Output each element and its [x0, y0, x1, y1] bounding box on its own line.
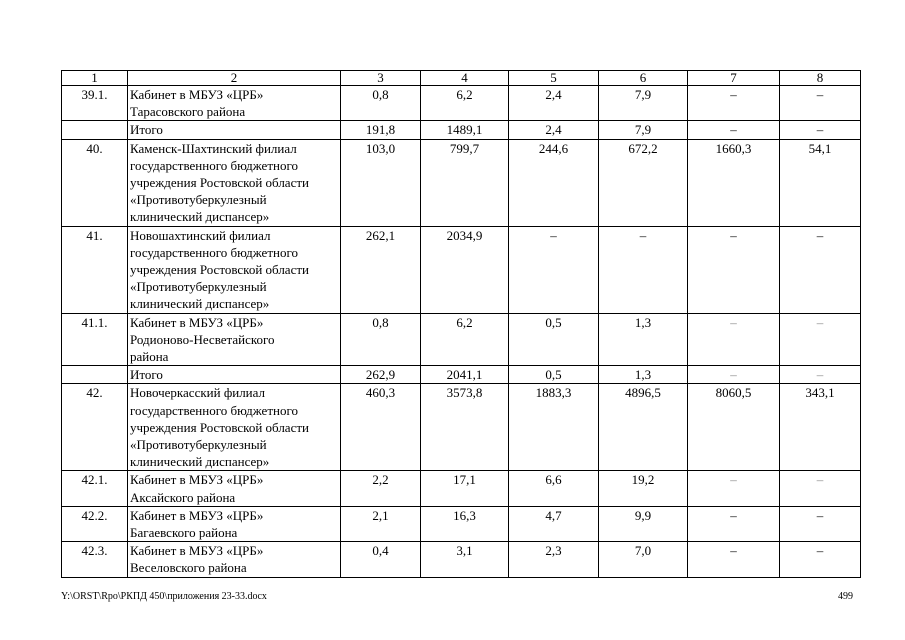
name-line: Тарасовского района — [130, 104, 246, 120]
name-line: Кабинет в МБУЗ «ЦРБ» — [130, 87, 264, 102]
value-cell: 2,4 — [509, 86, 599, 121]
value-cell: 3573,8 — [421, 384, 509, 471]
value-cell: 0,4 — [341, 542, 421, 577]
institution-name — [128, 86, 341, 121]
table-row — [62, 86, 861, 121]
value-cell: 4,7 — [509, 506, 599, 541]
institution-name — [128, 121, 341, 139]
table-row — [62, 139, 861, 226]
value-cell: 6,2 — [421, 313, 509, 366]
value-cell: – — [688, 366, 780, 384]
row-number: 42.3. — [62, 542, 128, 577]
name-line: Новошахтинский филиал — [130, 227, 271, 243]
value-cell: – — [688, 506, 780, 541]
row-number: 39.1. — [62, 86, 128, 121]
column-header: 8 — [780, 71, 861, 86]
data-table — [61, 70, 861, 578]
value-cell: 1660,3 — [688, 139, 780, 226]
row-number — [62, 121, 128, 139]
row-number: 41.1. — [62, 313, 128, 366]
row-number: 40. — [62, 139, 128, 226]
table-row — [62, 471, 861, 506]
row-number: 42.2. — [62, 506, 128, 541]
name-line: государственного бюджетного — [130, 157, 298, 173]
value-cell: 343,1 — [780, 384, 861, 471]
value-cell: 16,3 — [421, 506, 509, 541]
name-line: учреждения Ростовской области — [130, 419, 309, 435]
institution-name — [128, 384, 341, 471]
name-line: Итого — [130, 122, 163, 138]
value-cell: 103,0 — [341, 139, 421, 226]
name-line: «Противотуберкулезный — [130, 437, 267, 453]
column-header: 2 — [128, 71, 341, 86]
value-cell: 0,5 — [509, 366, 599, 384]
value-cell: 2,3 — [509, 542, 599, 577]
institution-name — [128, 139, 341, 226]
value-cell: – — [688, 313, 780, 366]
value-cell: – — [599, 226, 688, 313]
column-header: 5 — [509, 71, 599, 86]
row-number: 41. — [62, 226, 128, 313]
value-cell: – — [780, 86, 861, 121]
value-cell: 2,2 — [341, 471, 421, 506]
value-cell: 244,6 — [509, 139, 599, 226]
column-header: 4 — [421, 71, 509, 86]
value-cell: – — [688, 226, 780, 313]
value-cell: 4896,5 — [599, 384, 688, 471]
value-cell: 262,1 — [341, 226, 421, 313]
footer-page-number: 499 — [838, 591, 853, 602]
value-cell: 0,8 — [341, 86, 421, 121]
name-line: района — [130, 349, 169, 365]
name-line: «Противотуберкулезный — [130, 192, 267, 208]
value-cell: 7,0 — [599, 542, 688, 577]
name-line: учреждения Ростовской области — [130, 175, 309, 191]
value-cell: 799,7 — [421, 139, 509, 226]
value-cell: – — [688, 471, 780, 506]
value-cell: 2,4 — [509, 121, 599, 139]
name-line: Веселовского района — [130, 560, 247, 576]
value-cell: 1,3 — [599, 366, 688, 384]
value-cell: 460,3 — [341, 384, 421, 471]
name-line: Кабинет в МБУЗ «ЦРБ» — [130, 472, 264, 488]
value-cell: 9,9 — [599, 506, 688, 541]
value-cell: – — [780, 506, 861, 541]
institution-name — [128, 226, 341, 313]
name-line: Кабинет в МБУЗ «ЦРБ» — [130, 507, 264, 523]
value-cell: 6,2 — [421, 86, 509, 121]
table-row — [62, 384, 861, 471]
column-header: 1 — [62, 71, 128, 86]
row-number — [62, 366, 128, 384]
table-row — [62, 542, 861, 577]
value-cell: – — [780, 313, 861, 366]
value-cell: 7,9 — [599, 121, 688, 139]
column-header: 7 — [688, 71, 780, 86]
value-cell: 2,1 — [341, 506, 421, 541]
value-cell: 54,1 — [780, 139, 861, 226]
name-line: Кабинет в МБУЗ «ЦРБ» — [130, 543, 264, 559]
table-row — [62, 121, 861, 139]
name-line: «Противотуберкулезный — [130, 279, 267, 295]
institution-name — [128, 471, 341, 506]
name-line: Итого — [130, 367, 163, 383]
value-cell: – — [509, 226, 599, 313]
column-header: 3 — [341, 71, 421, 86]
value-cell: 3,1 — [421, 542, 509, 577]
value-cell: 8060,5 — [688, 384, 780, 471]
name-line: клинический диспансер» — [130, 209, 270, 225]
footer-file-path: Y:\ORST\Rpo\РКПД 450\приложения 23-33.docx — [61, 591, 267, 602]
value-cell: 17,1 — [421, 471, 509, 506]
name-line: клинический диспансер» — [130, 296, 270, 312]
value-cell: 7,9 — [599, 86, 688, 121]
name-line: Каменск-Шахтинский филиал — [130, 140, 297, 156]
value-cell: – — [780, 121, 861, 139]
institution-name — [128, 313, 341, 366]
value-cell: 6,6 — [509, 471, 599, 506]
name-line: государственного бюджетного — [130, 402, 298, 418]
name-line: клинический диспансер» — [130, 454, 270, 470]
row-number: 42.1. — [62, 471, 128, 506]
name-line: учреждения Ростовской области — [130, 262, 309, 278]
table-row — [62, 366, 861, 384]
value-cell: 672,2 — [599, 139, 688, 226]
value-cell: 1489,1 — [421, 121, 509, 139]
name-line: Родионово-Несветайского — [130, 331, 275, 347]
value-cell: – — [688, 121, 780, 139]
value-cell: 19,2 — [599, 471, 688, 506]
institution-name — [128, 542, 341, 577]
value-cell: – — [780, 366, 861, 384]
name-line: государственного бюджетного — [130, 244, 298, 260]
table-row — [62, 506, 861, 541]
table-row — [62, 313, 861, 366]
name-line: Новочеркасский филиал — [130, 385, 266, 401]
column-header: 6 — [599, 71, 688, 86]
row-number: 42. — [62, 384, 128, 471]
value-cell: – — [780, 226, 861, 313]
value-cell: 2041,1 — [421, 366, 509, 384]
value-cell: – — [780, 542, 861, 577]
value-cell: 1883,3 — [509, 384, 599, 471]
name-line: Кабинет в МБУЗ «ЦРБ» — [130, 314, 264, 330]
value-cell: 0,5 — [509, 313, 599, 366]
value-cell: 1,3 — [599, 313, 688, 366]
value-cell: 0,8 — [341, 313, 421, 366]
value-cell: 262,9 — [341, 366, 421, 384]
table-header-row — [62, 71, 861, 86]
name-line: Аксайского района — [130, 489, 236, 505]
value-cell: – — [688, 542, 780, 577]
value-cell: – — [780, 471, 861, 506]
table-row — [62, 226, 861, 313]
value-cell: 191,8 — [341, 121, 421, 139]
institution-name — [128, 366, 341, 384]
value-cell: 2034,9 — [421, 226, 509, 313]
name-line: Багаевского района — [130, 525, 238, 541]
value-cell: – — [688, 86, 780, 121]
institution-name — [128, 506, 341, 541]
